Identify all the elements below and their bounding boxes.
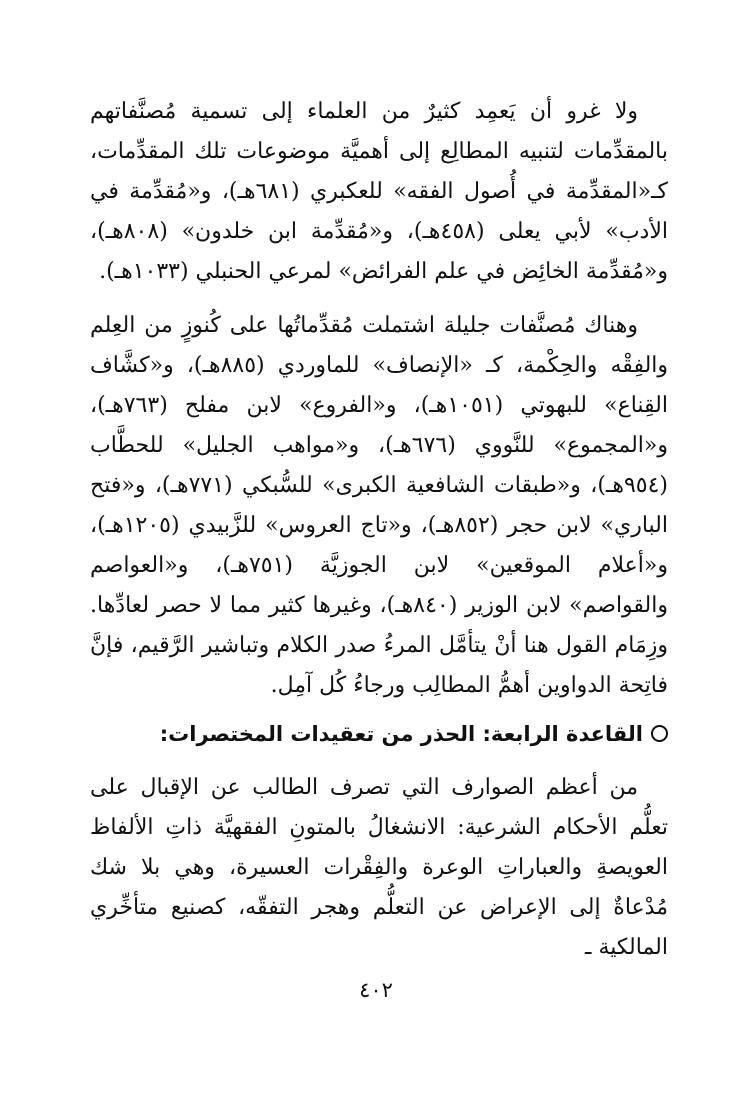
section-heading xyxy=(90,714,668,754)
paragraph-introduction-muqaddimat xyxy=(90,92,668,292)
paragraph-notable-works xyxy=(90,306,668,706)
circle-bullet-icon xyxy=(651,725,668,742)
paragraph-text: وهناك مُصنَّفات جليلة اشتملت مُقدِّماتُها على كُنوزٍ من العِلم والفِقْه والحِكْمة، كـ «الإنصاف» للماوردي (٨٨٥هـ)، و«كشَّاف القِناع» للبهوتي (١٠٥١هـ)، و«الفروع» لابن مفلح (٧٦٣هـ)، و«المجموع» للنَّووي (٦٧٦هـ)، و«مواهب الجليل» للحطَّاب (٩٥٤هـ)، و«طبقات الشافعية الكبرى» للسُّبكي (٧٧١هـ)، و«فتح الباري» لابن حجر (٨٥٢هـ)، و«تاج العروس» للزَّبيدي (١٢٠٥هـ)، و«أعلام الموقعين» لابن الجوزيَّة (٧٥١هـ)، و«العواصم والقواصم» لابن الوزير (٨٤٠هـ)، وغيرها كثير مما لا حصر لعادِّها. وزِمَام القول هنا أنْ يتأمَّل المرءُ صدر الكلام وتباشير الرَّقيم، فإنَّ فاتِحة الدواوين أهمُّ المطالِب ورجاءُ كُل آمِل. xyxy=(90,313,669,698)
paragraph-mukhtasarat xyxy=(90,768,668,968)
paragraph-text: من أعظم الصوارف التي تصرف الطالب عن الإقبال على تعلُّم الأحكام الشرعية: الانشغالُ بالمتونِ الفقهيَّة ذاتِ الألفاظ العويصةِ والعباراتِ الوعرة والفِقْرات العسيرة، وهي بلا شك مُدْعاةٌ إلى الإعراض عن التعلُّم وهجر التفقّه، كصنيع متأخِّري المالكية ـ xyxy=(90,775,668,960)
section-heading-text: القاعدة الرابعة: الحذر من تعقيدات المختصرات: xyxy=(159,722,643,746)
paragraph-text: ولا غرو أن يَعمِد كثيرٌ من العلماء إلى تسمية مُصنَّفاتهم بالمقدِّمات لتنبيه المطالِع إلى أهميَّة موضوعات تلك المقدِّمات، كـ«المقدِّمة في أُصول الفقه» للعكبري (٦٨١هـ)، و«مُقدِّمة في الأدب» لأبي يعلى (٤٥٨هـ)، و«مُقدِّمة ابن خلدون» (٨٠٨هـ)، و«مُقدِّمة الخائِض في علم الفرائض» لمرعي الحنبلي (١٠٣٣هـ). xyxy=(90,99,668,284)
page-number: ٤٠٢ xyxy=(359,978,393,1002)
